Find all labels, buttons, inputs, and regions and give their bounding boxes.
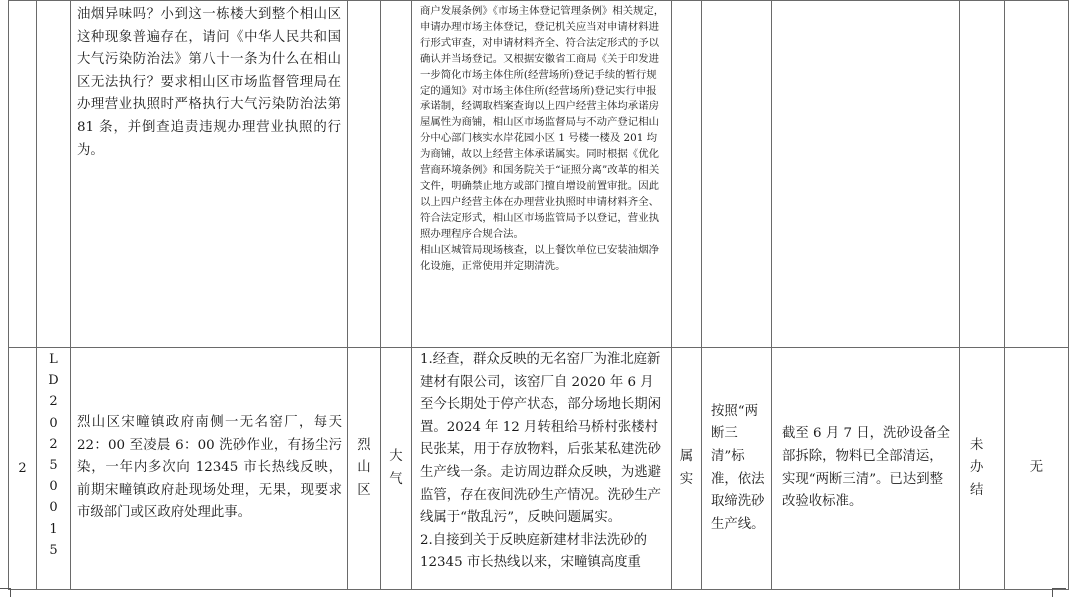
crop-mark: [1052, 588, 1067, 597]
findings-paragraph: 相山区城管局现场核查，以上餐饮单位已安装油烟净化设施，正常使用并定期清洗。: [420, 243, 659, 272]
table-row: [9, 1, 1069, 348]
region-cell: [348, 348, 381, 590]
measures-cell: 按照“两断三清”标准，依法取缔洗砂生产线。: [702, 348, 772, 590]
region-text: 烈山区: [357, 437, 371, 498]
verdict-text: 属实: [679, 448, 694, 487]
accountability-cell: 无: [1005, 348, 1069, 590]
findings-paragraph: 2.自接到关于反映庭新建材非法洗砂的 12345 市长热线以来，宋疃镇高度重: [420, 532, 648, 571]
findings-cell: [412, 1, 672, 348]
pollution-type-text: 大气: [389, 448, 403, 487]
complaint-cell: 烈山区宋疃镇政府南侧一无名窑厂，每天 22：00 至凌晨 6：00 洗砂作业，有扬尘污染，一年内多次向 12345 市长热线反映，前期宋疃镇政府赴现场处理，无果，现要求市级部门或区政府处理此事。: [71, 348, 348, 590]
measures-cell: [702, 1, 772, 348]
row-number-cell: [9, 1, 37, 348]
complaint-cell: 油烟异味吗？小到这一栋楼大到整个相山区这种现象普遍存在，请问《中华人民共和国大气污染防治法》第八十一条为什么在相山区无法执行？要求相山区市场监督管理局在办理营业执照时严格执行大气污染防治法第 81 条，并倒查追责违规办理营业执照的行为。: [71, 1, 348, 348]
row-number-cell: 2: [9, 348, 37, 590]
findings-paragraph: 商户发展条例》《市场主体登记管理条例》相关规定，申请办理市场主体登记，登记机关应当对申请材料进行形式审查，对申请材料齐全、符合法定形式的予以确认并当场登记。又根据安徽省工商局《关于印发进一步简化市场主体住所(经营场所)登记手续的暂行规定的通知》对市场主体住所(经营场所)登记实行申报承诺制，经调取档案查询以上四户经营主体均承诺房屋属性为商铺，相山区市场监督局与不动产登记相山分中心部门核实水岸花园小区 1 号楼一楼及 201 均为商铺，故以上经营主体承诺属实。同时根据《优化营商环境条例》和国务院关于“证照分离”改革的相关文件，明确禁止地方或部门擅自增设前置审批。因此以上四户经营主体在办理营业执照时申请材料齐全、符合法定形式，相山区市场监管局予以登记，营业执照办理程序合规合法。: [420, 5, 665, 240]
crop-mark: [10, 588, 25, 597]
verdict-cell: [672, 1, 702, 348]
crop-mark: [0, 588, 10, 603]
pollution-type-cell: [381, 1, 412, 348]
accountability-cell: [1005, 1, 1069, 348]
complaint-table: [8, 0, 1069, 590]
table-row: [9, 348, 1069, 590]
case-code-cell: [37, 1, 71, 348]
case-code-text: L D 2 0 2 5 0 0 1 5: [48, 352, 59, 558]
result-cell: 截至 6 月 7 日，洗砂设备全部拆除，物料已全部清运，实现“两断三清”。已达到整改验收标准。: [772, 348, 960, 590]
pollution-type-cell: [381, 348, 412, 590]
region-cell: [348, 1, 381, 348]
case-code-cell: [37, 348, 71, 590]
status-text: 未办结: [970, 437, 984, 498]
findings-cell: [412, 348, 672, 590]
verdict-cell: [672, 348, 702, 590]
status-cell: [960, 1, 1005, 348]
result-cell: [772, 1, 960, 348]
status-cell: [960, 348, 1005, 590]
findings-paragraph: 1.经查，群众反映的无名窑厂为淮北庭新建材有限公司，该窑厂自 2020 年 6 月至今长期处于停产状态，部分场地长期闲置。2024 年 12 月转租给马桥村张楼村民张某，用于存放物料，后张某私建洗砂生产线一条。走访周边群众反映，为逃避监管，存在夜间洗砂生产情况。洗砂生产线属于“散乱污”，反映问题属实。: [420, 352, 662, 526]
